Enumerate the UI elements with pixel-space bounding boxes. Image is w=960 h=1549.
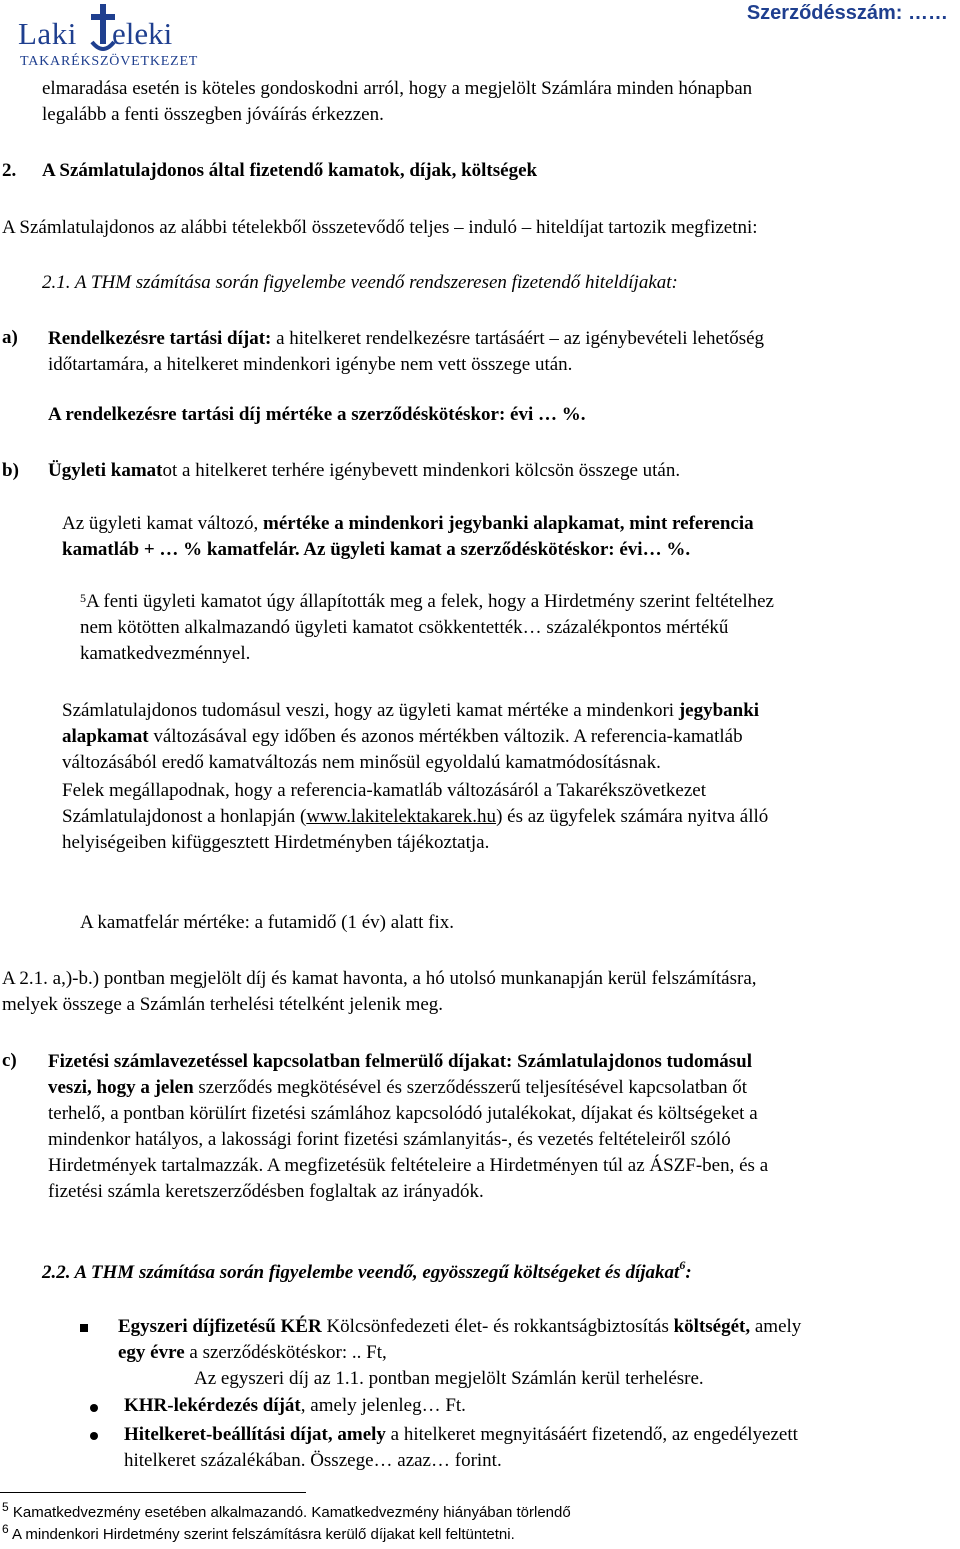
item-a-label: Rendelkezésre tartási díjat: [48, 328, 272, 349]
item1-plain: Kölcsönfedezeti élet- és rokkantságbiztosítás [321, 1316, 674, 1337]
c-line: terhelő, a pontban körülírt fizetési számlához kapcsolódó jutalékokat, díjakat és költségeket a [48, 1103, 758, 1124]
summary-line: A 2.1. a,)-b.) pontban megjelölt díj és kamat havonta, a hó utolsó munkanapján kerül felszámításra, [2, 968, 757, 989]
b-p3-plain: Számlatulajdonos tudomásul veszi, hogy az ügyleti kamat mértéke a mindenkori [62, 700, 679, 721]
intro-paragraph [42, 76, 954, 128]
item-a-rate-value: : évi … %. [498, 404, 586, 425]
b-p2-line: kamatkedvezménnyel. [80, 643, 251, 664]
cost-item-1-note: Az egyszeri díj az 1.1. pontban megjelölt Számlán kerül terhelésre. [194, 1368, 704, 1389]
item1-plain-2: amely [750, 1316, 802, 1337]
b-p3-line: változásából eredő kamatváltozás nem minősül egyoldalú kamatmódosításnak. [62, 752, 661, 773]
subsection-heading-2-2 [42, 1258, 692, 1284]
item2-bold: KHR-lekérdezés díját [124, 1395, 301, 1416]
b-p1-bold-2: kamatláb + … % kamatfelár. Az ügyleti kamat a szerződéskötéskor: évi… %. [62, 539, 691, 560]
item-letter-c: c) [2, 1050, 17, 1071]
logo-text-part2: eleki [112, 16, 173, 51]
c-line: fizetési számla keretszerződésben foglaltak az irányadók. [48, 1181, 484, 1202]
b-p3-bold-2: alapkamat [62, 726, 149, 747]
website-link[interactable]: www.lakitelektakarek.hu [306, 806, 497, 827]
item3-plain: a hitelkeret megnyitásáért fizetendő, az engedélyezett [385, 1424, 798, 1445]
b-p1-plain: Az ügyleti kamat változó, [62, 513, 264, 534]
b-p3-plain-2: változásával egy időben és azonos mértékben változik. A referencia-kamatláb [148, 726, 743, 747]
s22-heading-colon: : [685, 1262, 692, 1283]
b-p2-line: nem kötötten alkalmazandó ügyleti kamatot csökkentették… százalékpontos mértékű [80, 617, 729, 638]
item-b-paragraph-3 [62, 698, 954, 776]
item1-bold-3: egy évre [118, 1342, 185, 1363]
b-p4-line: Felek megállapodnak, hogy a referencia-kamatláb változásáról a Takarékszövetkezet [62, 780, 707, 801]
b-p4-pre: Számlatulajdonost a honlapján ( [62, 806, 307, 827]
section-title: A Számlatulajdonos által fizetendő kamatok, díjak, költségek [42, 160, 538, 181]
footnote-divider [0, 1492, 306, 1493]
b-p3-bold: jegybanki [678, 700, 760, 721]
item-a-text [48, 326, 954, 378]
footnote-num: 6 [2, 1522, 9, 1536]
c-bold-2: veszi, hogy a jelen [48, 1077, 194, 1098]
item2-plain: , amely jelenleg… Ft. [300, 1395, 466, 1416]
item-a-rest: a hitelkeret rendelkezésre tartásáért – az igénybevételi lehetőség [271, 328, 765, 349]
summary-line: melyek összege a Számlán terhelési tételként jelenik meg. [2, 994, 444, 1015]
logo-text-part1: Laki [18, 16, 77, 51]
item-b-paragraph-1 [62, 511, 954, 563]
intro-line: legalább a fenti összegben jóváírás érkezzen. [42, 104, 384, 125]
footnote-num: 5 [2, 1500, 9, 1514]
item3-line: hitelkeret százalékában. Összege… azaz… forint. [124, 1450, 502, 1471]
b-p4-line: helyiségeiben kifüggesztett Hirdetményben tájékoztatja. [62, 832, 490, 853]
subsection-heading: 2.1. A THM számítása során figyelembe veendő rendszeresen fizetendő hiteldíjakat: [42, 272, 678, 293]
item1-bold-2: költségét, [673, 1316, 751, 1337]
footnote-text: A mindenkori Hirdetmény szerint felszámításra kerülő díjakat kell feltüntetni. [12, 1526, 515, 1543]
c-line: Hirdetmények tartalmazzák. A megfizetésük feltételeire a Hirdetményen túl az ÁSZF-ben, és a [48, 1155, 769, 1176]
summary-paragraph [2, 966, 954, 1018]
item1-bold: Egyszeri díjfizetésű KÉR [118, 1316, 322, 1337]
footnote-5 [2, 1500, 571, 1521]
c-plain: szerződés megkötésével és szerződésszerű teljesítésével kapcsolatban őt [193, 1077, 748, 1098]
cost-item-1 [118, 1314, 954, 1366]
intro-line: elmaradása esetén is köteles gondoskodni arról, hogy a megjelölt Számlára minden hónapban [42, 78, 753, 99]
s22-heading-text: 2.2. A THM számítása során figyelembe veendő, egyösszegű költségeket és díjakat [42, 1262, 680, 1283]
contract-number: Szerződésszám: …… [746, 2, 948, 24]
item1-plain-3: a szerződéskötéskor: .. Ft, [184, 1342, 387, 1363]
footnote-text: Kamatkedvezmény esetében alkalmazandó. Kamatkedvezmény hiányában törlendő [12, 1504, 571, 1521]
cost-item-3 [124, 1422, 954, 1474]
b-p2-line: A fenti ügyleti kamatot úgy állapították meg a felek, hogy a Hirdetmény szerint feltételhez [86, 591, 774, 612]
footnote-ref-6: 6 [679, 1258, 686, 1272]
item-b-rest: ot a hitelkeret terhére igénybevett mindenkori kölcsön összege után. [162, 460, 681, 481]
c-line: mindenkor hatályos, a lakossági forint fizetési számlanyitás-, és vezetés feltételeiről szóló [48, 1129, 731, 1150]
footnote-ref-5: 5 [80, 591, 86, 605]
section-intro: A Számlatulajdonos az alábbi tételekből összetevődő teljes – induló – hiteldíjat tartozik megfizetni: [2, 217, 758, 238]
b-p4-post: ) és az ügyfelek számára nyitva álló [496, 806, 769, 827]
item-b-text [48, 460, 680, 482]
item-b-paragraph-4 [62, 778, 954, 856]
section-number: 2. [2, 160, 17, 181]
item-b-paragraph-5: A kamatfelár mértéke: a futamidő (1 év) alatt fix. [80, 912, 455, 933]
b-p1-bold: mértéke a mindenkori jegybanki alapkamat, mint referencia [263, 513, 754, 534]
item-a-line2: időtartamára, a hitelkeret mindenkori igénybe nem vett összege után. [48, 354, 573, 375]
item-letter-a: a) [2, 327, 18, 348]
bullet-dot-icon [90, 1404, 98, 1412]
cost-item-2 [124, 1395, 466, 1417]
footnote-6 [2, 1522, 515, 1543]
c-bold: Fizetési számlavezetéssel kapcsolatban felmerülő díjakat: Számlatulajdonos tudomásul [48, 1051, 753, 1072]
item-b-paragraph-2 [80, 589, 954, 667]
bank-logo [18, 2, 199, 74]
item-c-text [48, 1049, 954, 1205]
square-bullet-icon [80, 1324, 88, 1332]
item-a-rate [48, 404, 586, 426]
bullet-dot-icon [90, 1432, 98, 1440]
item3-bold: Hitelkeret-beállítási díjat, amely [124, 1424, 386, 1445]
item-letter-b: b) [2, 460, 19, 481]
item-a-rate-label: A rendelkezésre tartási díj mértéke a szerződéskötéskor [48, 404, 499, 425]
item-b-label: Ügyleti kamat [48, 460, 163, 481]
logo-subtitle: TAKARÉKSZÖVETKEZET [20, 54, 199, 69]
